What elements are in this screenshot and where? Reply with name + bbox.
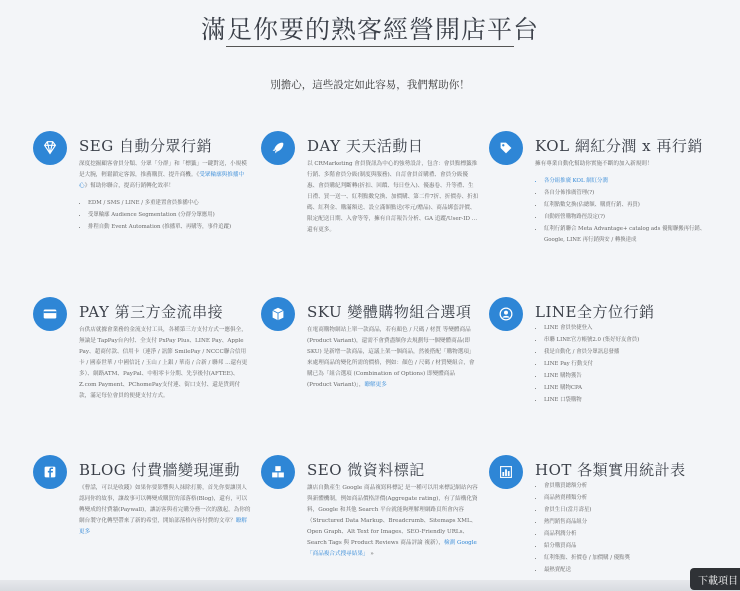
user-circle-icon: [489, 297, 523, 331]
feature-title: PAY 第三方金流串接: [79, 303, 224, 321]
list-item: • 紅利點數兌換(佔總額、購賣行銷、再買): [544, 200, 707, 211]
feature-title: HOT 各類實用統計表: [535, 461, 686, 479]
feature-title: BLOG 付費牆變現運動: [79, 461, 241, 479]
list-item: • LINE 口袋購物: [544, 395, 707, 406]
list-item: • 串聯 LINE官方帳號2.0 (集好好友會員): [544, 335, 707, 346]
list-item: • 商品熱賣種類分析: [544, 493, 707, 504]
list-item: • 最熱賣配送: [544, 565, 707, 576]
page-title: 滿足你要的熟客經營開店平台: [200, 15, 539, 44]
download-items-button[interactable]: 下載項目: [690, 568, 740, 590]
feature-title: SEG 自動分眾行銷: [79, 137, 212, 155]
facebook-icon: [33, 455, 67, 489]
list-item: • 各分組推廣 KOL 網紅分潤: [544, 176, 707, 187]
title-divider: [226, 46, 514, 47]
list-item: • 會員購買總額分析: [544, 481, 707, 492]
feature-description: 擁有專業自動化幫助你實施不斷的加入新規則！ • 各分組推廣 KOL 網紅分潤 • 各自分佈推廣管理(?) • 紅利點數兌換(佔總額、購賣行銷、再買) • 自動經營購物路徑設定(?) • 紅利行銷聯合 Meta Advantage+ catalog ads 優衛聯搬再行銷、Google, LINE 再行銷與安 / 轉換達成: [535, 159, 707, 247]
list-item: • 受眾輪廓 Audience Segmentation (分群分眾應用): [88, 210, 251, 221]
feature-description: 台供店就據會業務的金流支付工具，各種第三方支付方式一應俱全，無論是 TapPay台內付、全支付 PxPay Plus、LINE Pay、Apple Pay、超商付款、信用卡（連淨 / 訊節 SmilePay / NCCC聯合信用卡 / 國泰世華 / 中國信託 / 玉山 / 上銀 / 華南 / 合新 / 聯邦 ...還有更多）、網路ATM、PayPal、中租零卡分期、先享後付(AFTEE)、Z.com Payment、PChomePay支付連、街口支付、還是貨到付款，滿足每位會員的便捷支付方式。: [79, 327, 248, 399]
list-item: • LINE 購物CPA: [544, 383, 707, 394]
feature-description: [535, 325, 707, 407]
tag-icon: [489, 131, 523, 165]
cubes-icon: [261, 455, 295, 489]
list-item: • EDM / SMS / LINE / 多重建置會員推播中心: [88, 198, 251, 209]
list-item: • 各自分佈推廣管理(?): [544, 188, 707, 199]
feature-description: [535, 483, 707, 577]
list-item: • 自動經營購物路徑設定(?): [544, 212, 707, 223]
feature-description: 深度挖掘顧客會員分類、分眾「分群」和「標籤」一鍵對送，小規模是大腕，輕鬆鎖定客源，推薦購買、提升商機。《受眾輪廓與推播中心》幫助你聯合，提高行銷轉化效率！ • EDM / SMS / LINE / 多重建置會員推播中心 • 受眾輪廓 Audience Segmentation (分群分眾應用) • 排程自動 Event Automation (推播單、再購等，事件追蹤): [79, 159, 251, 234]
learn-more-link[interactable]: 瞭解更多: [79, 518, 247, 535]
list-item: • 我是自動化 / 會員分眾訊息發播: [544, 347, 707, 358]
list-item: • 熱門銷售商品組分: [544, 517, 707, 528]
feature-title: DAY 天天活動日: [307, 137, 424, 155]
feature-description: 以 CRMarketing 會員資訊為中心的強勢設計，包含：會員點標籤推行銷、多階會員分級(制度與服務)、自訂會員首購禮、會員分級優惠、會員購紀判斷轉(折扣、回饋、每日登入)、優惠卷、升等禮、生日禮、買一送一、紅利點數兌換、加價購、第二件7折、折價券、折扣碼、紅利金、購滿額送、設立滿額點送(零元/贈品)、商品綁套評價、限定配送日期、入會等等，擁有自訂報告分析、GA 追蹤/User-ID ...還有更多。: [307, 161, 479, 233]
feature-title: LINE全方位行銷: [535, 303, 655, 321]
feature-title: SEO 微資料標記: [307, 461, 425, 479]
feature-description: 在電商購物網站上單一款商品，若有顏色 / 尺碼 / 材質 等變體商品 (Product Variant)，還需不會費盡額你去規劃每一個變體商品(即 SKU) 是新增一款商品，這議上架一個商品，然後搭配「購物選項」來處理商品的變化所需的價格，例如：顏色 / 尺碼 / 材質變組合，會購已為「組合選項 (Combination of Options) 即變體商品 (Product Variant)」，瞭解更多: [307, 327, 475, 388]
list-item: • 商品利潤分析: [544, 529, 707, 540]
feature-link[interactable]: 受眾輪廓與推播中心: [79, 172, 245, 189]
bar-chart-icon: [489, 455, 523, 489]
feature-description: 讓店自動產生 Google 商品複寫料標記 是一種可以用來標記網站內容與新體機制，例如商品價格評價(Aggregate rating)，有了結構化資料，Google 和其他 Search 平台就能夠理解理網路頁所會內容（Structured Data Markup、Breadcrumb、Sitemaps XML、Open Graph、Alt Text for Images、SEO-Friendly URLs、Search Tags 與 Product Reviews 商品評論 複新），檢測 Google「商品複合式搜尋結果」 »: [307, 485, 478, 557]
feature-title: SKU 變體購物組合選項: [307, 303, 472, 321]
learn-more-link[interactable]: 瞭解更多: [364, 382, 387, 388]
rocket-icon: [261, 131, 295, 165]
list-item: • 紅利行銷聯合 Meta Advantage+ catalog ads 優衛聯搬再行銷、Google, LINE 再行銷與安 / 轉換達成: [544, 224, 707, 246]
feature-title: KOL 網紅分潤 x 再行銷: [535, 137, 703, 155]
google-test-link[interactable]: 檢測 Google「商品複合式搜尋結果」: [307, 540, 477, 557]
feature-description: 《曹話，可以是收錢》如果你要影響與人抹除打勝，首先你要讓別人認同你的故事，讓故事可以轉變成購買的部落格(Blog)，還有，可以轉變成的付費牆(Paywall)，讓訪客與看完購分務一次的激起，為你的網台製守化轉型帶來了新的希望，開始部落格內容付費的文章？瞭解更多: [79, 485, 251, 535]
diamond-icon: [33, 131, 67, 165]
list-item: • 排程自動 Event Automation (推播單、再購等，事件追蹤): [88, 222, 251, 233]
box-icon: [261, 297, 295, 331]
list-item: • LINE 會員快捷登入: [544, 323, 707, 334]
page-subtitle: 別擔心，這些設定如此容易，我們幫助你！: [270, 79, 470, 91]
list-item: • 紹分購買商品: [544, 541, 707, 552]
list-item: • LINE Pay 行動支付: [544, 359, 707, 370]
list-item: • 紅利集點、折價卷 / 加價購 / 優點獎: [544, 553, 707, 564]
credit-card-icon: [33, 297, 67, 331]
list-item: • 會員生日(當月壽星): [544, 505, 707, 516]
bottom-bar: [0, 580, 740, 591]
list-item: • LINE 購物獲告: [544, 371, 707, 382]
